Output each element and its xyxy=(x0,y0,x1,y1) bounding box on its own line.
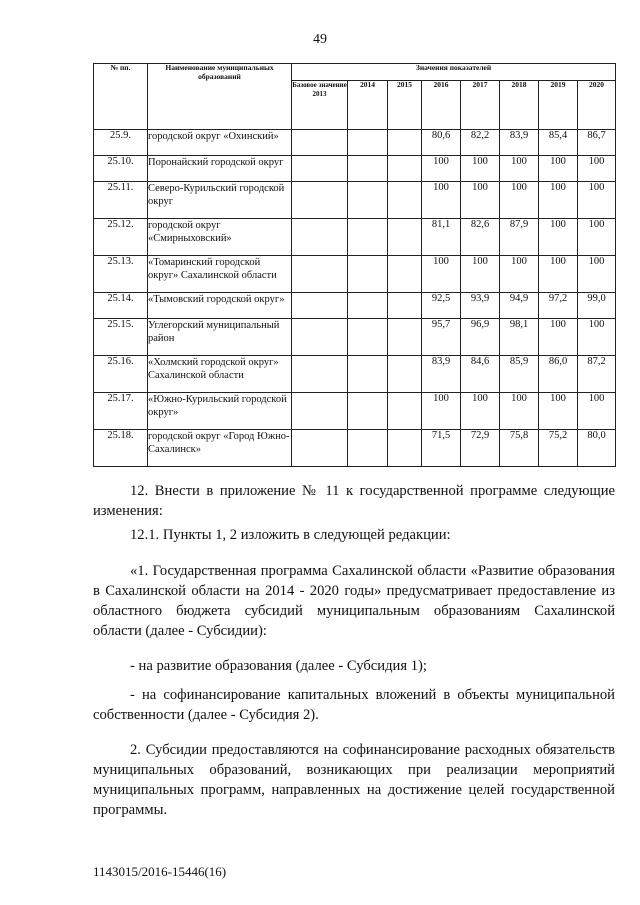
indicator-value: 80,0 xyxy=(578,430,616,467)
table-row xyxy=(94,256,616,293)
table-row xyxy=(94,319,616,356)
indicator-value: 100 xyxy=(422,156,461,182)
header-year: 2016 xyxy=(422,81,461,130)
municipality-name: городской округ «Смирныховский» xyxy=(148,219,292,256)
indicator-value: 100 xyxy=(539,182,578,219)
indicator-value xyxy=(348,430,388,467)
indicator-value: 75,8 xyxy=(500,430,539,467)
indicator-value: 87,2 xyxy=(578,356,616,393)
indicator-value xyxy=(348,256,388,293)
indicator-value: 100 xyxy=(500,182,539,219)
indicator-value: 100 xyxy=(500,256,539,293)
indicator-value: 100 xyxy=(539,256,578,293)
indicator-value: 100 xyxy=(578,182,616,219)
indicator-value xyxy=(292,156,348,182)
indicator-value xyxy=(292,319,348,356)
indicator-value: 99,0 xyxy=(578,293,616,319)
indicator-value: 93,9 xyxy=(461,293,500,319)
indicator-value: 95,7 xyxy=(422,319,461,356)
paragraph-12: 12. Внести в приложение № 11 к государственной программе следующие изменения: xyxy=(93,483,615,519)
indicator-value: 100 xyxy=(539,319,578,356)
indicator-value: 85,4 xyxy=(539,130,578,156)
indicator-value xyxy=(388,356,422,393)
municipality-name: «Холмский городской округ» Сахалинской области xyxy=(148,356,292,393)
indicators-table xyxy=(93,63,616,467)
indicator-value xyxy=(388,219,422,256)
indicator-value xyxy=(292,393,348,430)
indicator-value: 100 xyxy=(500,393,539,430)
municipality-name: «Томаринский городской округ» Сахалинской области xyxy=(148,256,292,293)
indicator-value: 100 xyxy=(539,393,578,430)
indicator-value: 87,9 xyxy=(500,219,539,256)
municipality-name: Северо-Курильский городской округ xyxy=(148,182,292,219)
paragraph-item-2: 2. Субсидии предоставляются на софинансирование расходных обязательств муниципальных образований, возникающих при реализации мероприятий муниципальных программ, направленных на достижение целей государственной программы. xyxy=(93,742,615,818)
page-number: 49 xyxy=(313,32,327,47)
indicator-value: 100 xyxy=(539,156,578,182)
indicator-value: 83,9 xyxy=(500,130,539,156)
indicator-value xyxy=(348,319,388,356)
indicator-value: 100 xyxy=(578,319,616,356)
indicator-value: 96,9 xyxy=(461,319,500,356)
indicator-value: 98,1 xyxy=(500,319,539,356)
indicator-value xyxy=(348,182,388,219)
indicator-value xyxy=(292,293,348,319)
bullet-subsidy-1: - на развитие образования (далее - Субсидия 1); xyxy=(130,658,427,674)
row-number: 25.17. xyxy=(94,393,148,430)
row-number: 25.9. xyxy=(94,130,148,156)
header-values-group: Значения показателей xyxy=(292,64,616,81)
header-year: 2020 xyxy=(578,81,616,130)
row-number: 25.14. xyxy=(94,293,148,319)
table-row xyxy=(94,182,616,219)
indicator-value xyxy=(348,356,388,393)
municipality-name: Поронайский городской округ xyxy=(148,156,292,182)
table-row xyxy=(94,156,616,182)
indicator-value: 97,2 xyxy=(539,293,578,319)
indicator-value: 75,2 xyxy=(539,430,578,467)
indicator-value xyxy=(292,356,348,393)
indicator-value: 82,6 xyxy=(461,219,500,256)
indicator-value: 100 xyxy=(461,393,500,430)
table-row xyxy=(94,356,616,393)
municipality-name: городской округ «Город Южно-Сахалинск» xyxy=(148,430,292,467)
indicator-value xyxy=(348,219,388,256)
municipality-name: городской округ «Охинский» xyxy=(148,130,292,156)
indicator-value: 100 xyxy=(422,182,461,219)
table-row xyxy=(94,430,616,467)
document-code: 1143015/2016-15446(16) xyxy=(93,864,227,879)
paragraph-12-1: 12.1. Пункты 1, 2 изложить в следующей редакции: xyxy=(130,527,451,543)
table-row xyxy=(94,130,616,156)
header-year: 2019 xyxy=(539,81,578,130)
indicator-value: 100 xyxy=(578,156,616,182)
indicator-value xyxy=(388,182,422,219)
indicator-value: 94,9 xyxy=(500,293,539,319)
indicator-value: 71,5 xyxy=(422,430,461,467)
indicator-value: 100 xyxy=(578,256,616,293)
indicator-value xyxy=(292,219,348,256)
paragraph-item-1: «1. Государственная программа Сахалинской области «Развитие образования в Сахалинской области на 2014 - 2020 годы» предусматривает предоставление из областного бюджета субсидий муниципальным образованиям Сахалинской области (далее - Субсидии): xyxy=(93,563,615,639)
indicator-value xyxy=(388,430,422,467)
municipality-name: «Тымовский городской округ» xyxy=(148,293,292,319)
indicator-value: 100 xyxy=(461,256,500,293)
indicator-value: 100 xyxy=(539,219,578,256)
row-number: 25.13. xyxy=(94,256,148,293)
indicator-value xyxy=(388,293,422,319)
indicator-value: 100 xyxy=(500,156,539,182)
indicator-value: 100 xyxy=(578,219,616,256)
indicator-value: 84,6 xyxy=(461,356,500,393)
row-number: 25.18. xyxy=(94,430,148,467)
header-year: 2017 xyxy=(461,81,500,130)
header-num: № пп. xyxy=(94,64,148,130)
row-number: 25.11. xyxy=(94,182,148,219)
municipality-name: «Южно-Курильский городской округ» xyxy=(148,393,292,430)
table-row xyxy=(94,393,616,430)
indicator-value xyxy=(292,130,348,156)
municipality-name: Углегорский муниципальный район xyxy=(148,319,292,356)
indicator-value: 72,9 xyxy=(461,430,500,467)
table-row xyxy=(94,293,616,319)
indicator-value: 81,1 xyxy=(422,219,461,256)
indicator-value: 100 xyxy=(422,393,461,430)
indicator-value: 82,2 xyxy=(461,130,500,156)
indicator-value xyxy=(388,319,422,356)
table-row xyxy=(94,219,616,256)
indicator-value: 100 xyxy=(461,182,500,219)
header-year: 2015 xyxy=(388,81,422,130)
indicator-value: 80,6 xyxy=(422,130,461,156)
row-number: 25.15. xyxy=(94,319,148,356)
indicator-value xyxy=(388,256,422,293)
indicator-value: 100 xyxy=(422,256,461,293)
row-number: 25.10. xyxy=(94,156,148,182)
indicator-value xyxy=(348,156,388,182)
indicator-value xyxy=(348,393,388,430)
header-year: 2014 xyxy=(348,81,388,130)
indicator-value xyxy=(388,393,422,430)
indicator-value xyxy=(292,256,348,293)
indicator-value: 83,9 xyxy=(422,356,461,393)
indicator-value: 85,9 xyxy=(500,356,539,393)
indicator-value: 86,0 xyxy=(539,356,578,393)
row-number: 25.16. xyxy=(94,356,148,393)
indicator-value xyxy=(348,293,388,319)
header-base: Базовое значение 2013 xyxy=(292,81,348,130)
indicator-value: 86,7 xyxy=(578,130,616,156)
indicator-value xyxy=(292,182,348,219)
indicator-value xyxy=(388,156,422,182)
indicator-value: 100 xyxy=(461,156,500,182)
indicator-value: 92,5 xyxy=(422,293,461,319)
row-number: 25.12. xyxy=(94,219,148,256)
indicator-value xyxy=(292,430,348,467)
indicator-value xyxy=(348,130,388,156)
indicator-value: 100 xyxy=(578,393,616,430)
header-name: Наименование муниципальных образований xyxy=(148,64,292,130)
indicator-value xyxy=(388,130,422,156)
bullet-subsidy-2: - на софинансирование капитальных вложений в объекты муниципальной собственности (далее - Субсидия 2). xyxy=(93,687,615,723)
header-year: 2018 xyxy=(500,81,539,130)
